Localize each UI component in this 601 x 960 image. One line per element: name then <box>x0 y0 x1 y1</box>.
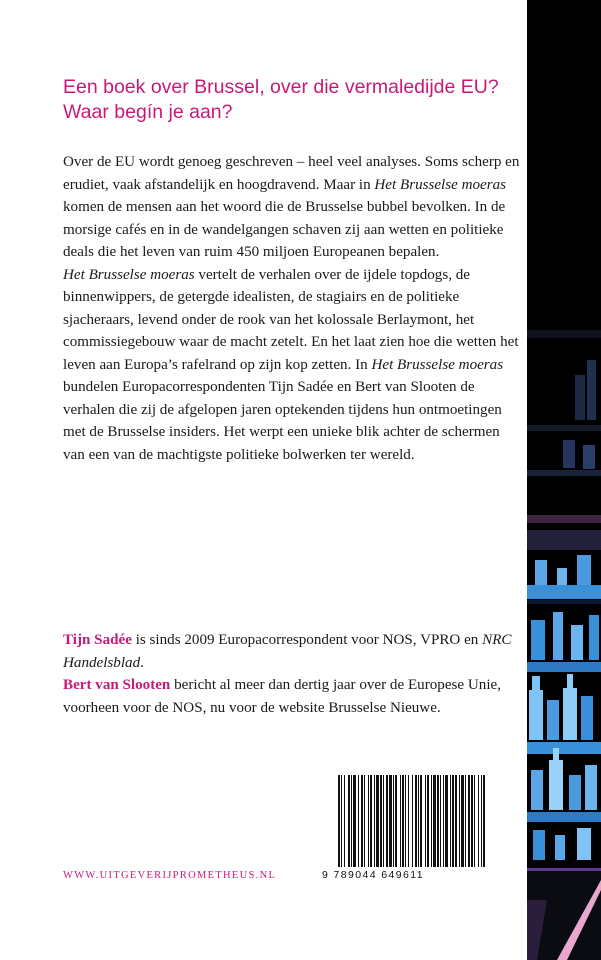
barcode-bar <box>353 775 356 867</box>
barcode-bar <box>341 775 342 867</box>
barcode-bar <box>405 775 406 867</box>
barcode-bar <box>465 775 466 867</box>
barcode-bar <box>412 775 413 867</box>
barcode-bar <box>358 775 359 867</box>
barcode-bar <box>483 775 485 867</box>
barcode-bar <box>433 775 436 867</box>
blurb-paragraph-1 <box>63 151 525 264</box>
author-bio-1-text-a: is sinds 2009 Europacorrespondent voor NOS, VPRO en <box>131 632 483 648</box>
headline: Een boek over Brussel, over die vermaledijde EU? Waar begín je aan? <box>63 76 499 123</box>
author-bio-2-text: bericht al meer dan dertig jaar over de Europese Unie, voorheen voor de NOS, nu voor de website Brusselse Nieuwe. <box>63 677 501 716</box>
blurb-p2-text-b: bundelen Europacorrespondenten Tijn Sadée en Bert van Slooten de verhalen die zij de afgelopen jaren optekenden tijdens hun ontmoetingen met de Brusselse insiders. Het werpt een unieke blik achter de schermen van een van de machtigste politieke bolwerken ter wereld. <box>63 379 502 463</box>
book-title: Het Brusselse moeras <box>63 266 195 283</box>
blurb-p1-text-b: komen de mensen aan het woord die de Brusselse bubbel bevolken. In de morsige cafés en in de wandelgangen schaven zij aan wetten en politieke deals die het leven van ruim 450 miljoen Europeanen bepalen. <box>63 199 506 260</box>
barcode-bar <box>425 775 426 867</box>
barcode-bar <box>481 775 482 867</box>
barcode-bar <box>450 775 451 867</box>
barcode-bar <box>461 775 464 867</box>
barcode-bar <box>408 775 409 867</box>
barcode-bar <box>459 775 460 867</box>
barcode-graphic <box>336 775 511 867</box>
barcode <box>336 775 511 867</box>
barcode-bar <box>455 775 457 867</box>
bar-shelves-illustration <box>527 0 601 960</box>
barcode-bar <box>443 775 444 867</box>
barcode-bar <box>393 775 394 867</box>
barcode-bar <box>338 775 340 867</box>
barcode-bar <box>368 775 369 867</box>
barcode-bar <box>348 775 350 867</box>
author-bios <box>63 629 525 719</box>
barcode-bar <box>478 775 479 867</box>
barcode-bar <box>420 775 422 867</box>
barcode-bar <box>344 775 345 867</box>
barcode-bar <box>468 775 470 867</box>
barcode-bar <box>380 775 382 867</box>
barcode-bar <box>452 775 454 867</box>
barcode-bar <box>437 775 439 867</box>
barcode-bar <box>361 775 363 867</box>
publisher-website: WWW.UITGEVERIJPROMETHEUS.NL <box>63 870 277 881</box>
barcode-bar <box>364 775 365 867</box>
book-title: Het Brusselse moeras <box>374 176 507 193</box>
author-bio-1-text-b: . <box>140 654 144 671</box>
barcode-bar <box>386 775 388 867</box>
barcode-bar <box>415 775 417 867</box>
barcode-bar <box>474 775 475 867</box>
publication-name: NRC Handelsblad <box>63 632 512 671</box>
book-title: Het Brusselse moeras <box>371 356 504 373</box>
barcode-bar <box>374 775 375 867</box>
isbn-number: 9 789044 649611 <box>322 869 424 881</box>
blurb-p1-text-a: Over de EU wordt genoeg geschreven – heel veel analyses. Soms scherp en erudiet, vaak afstandelijk en hoogdravend. Maar in <box>63 154 520 193</box>
barcode-bar <box>400 775 401 867</box>
barcode-bar <box>431 775 432 867</box>
barcode-bar <box>440 775 441 867</box>
barcode-bar <box>418 775 419 867</box>
cover-image-strip <box>527 0 601 960</box>
barcode-bar <box>383 775 384 867</box>
barcode-bar <box>351 775 352 867</box>
barcode-bar <box>402 775 404 867</box>
author-name-2: Bert van Slooten <box>63 677 171 693</box>
barcode-bar <box>376 775 379 867</box>
blurb <box>63 151 525 466</box>
barcode-bar <box>395 775 397 867</box>
barcode-bar <box>445 775 448 867</box>
barcode-bar <box>427 775 429 867</box>
author-name-1: Tijn Sadée <box>63 632 132 648</box>
author-bio-1 <box>63 629 525 674</box>
barcode-bar <box>471 775 473 867</box>
barcode-bar <box>389 775 392 867</box>
barcode-bar <box>370 775 372 867</box>
blurb-p2-text-a: vertelt de verhalen over de ijdele topdogs, de binnenwippers, de getergde idealisten, de stagiairs en de politieke sjacheraars, levend onder de rook van het kolossale Berlaymont, het commissiegebouw waar de macht zetelt. En het laat zien hoe die wetten het leven aan Europa’s rafelrand op zijn kop zetten. In <box>63 266 519 373</box>
author-bio-2 <box>63 674 525 719</box>
blurb-paragraph-2 <box>63 264 525 467</box>
